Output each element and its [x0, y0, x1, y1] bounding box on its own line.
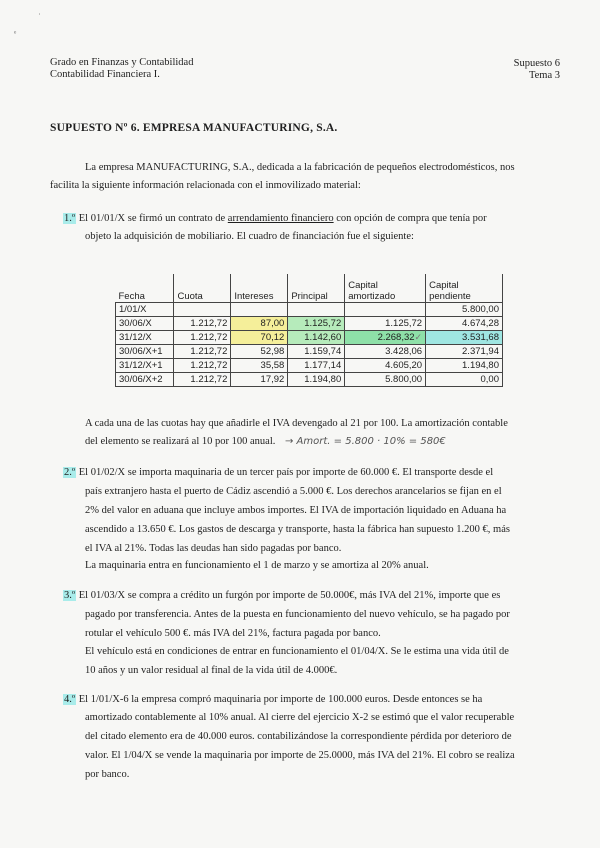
table-row	[116, 302, 503, 316]
financing-table	[115, 274, 503, 387]
item-1-text-a: El 01/01/X se firmó un contrato de	[78, 213, 228, 224]
cell: 1.194,80	[288, 372, 345, 386]
exercise-number: Supuesto 6	[513, 58, 560, 69]
cell: 1/01/X	[116, 302, 174, 316]
item-4-number: 4.º	[64, 694, 76, 705]
table-row	[116, 372, 503, 386]
header-principal: Principal	[288, 274, 345, 302]
item-2-line-6: La maquinaria entra en funcionamiento el 1 de marzo y se amortiza al 20% anual.	[85, 560, 429, 571]
cell-highlighted: 3.531,68	[426, 330, 503, 344]
item-3-line-5: 10 años y un valor residual al final de la vida útil de 4.000€.	[85, 665, 338, 676]
course-name: Grado en Finanzas y Contabilidad	[50, 57, 194, 68]
corner-mark: ˙	[38, 12, 41, 22]
after-table-line-1: A cada una de las cuotas hay que añadirle el IVA devengado al 21 por 100. La amortización contable	[85, 418, 508, 429]
intro-line-1: La empresa MANUFACTURING, S.A., dedicada a la fabricación de pequeños electrodomésticos, nos	[85, 162, 515, 173]
cell: 4.605,20	[345, 358, 426, 372]
cell: 3.428,06	[345, 344, 426, 358]
item-2-line-4: ascendido a 13.650 €. Los gastos de descarga y transporte, hasta la fábrica han supuesto 1.200 €, más	[85, 524, 510, 535]
cell-highlighted: 70,12	[231, 330, 288, 344]
cell: 52,98	[231, 344, 288, 358]
table-row	[116, 330, 503, 344]
item-3-line-1: El 01/03/X se compra a crédito un furgón por importe de 50.000€, más IVA del 21%, importe que es	[78, 590, 501, 601]
item-1-number: 1.º	[64, 213, 76, 224]
cell: 1.125,72	[345, 316, 426, 330]
item-2-line-2: país extranjero hasta el puerto de Cádiz ascendió a 5.000 €. Los derechos arancelarios se fijan en el	[85, 486, 502, 497]
cell: 30/06/X	[116, 316, 174, 330]
item-1	[63, 209, 518, 228]
cell: 1.212,72	[174, 344, 231, 358]
subject-name: Contabilidad Financiera I.	[50, 69, 160, 80]
item-2	[63, 463, 518, 482]
cell: 31/12/X+1	[116, 358, 174, 372]
header-capital-amortizado: Capital amortizado	[345, 274, 426, 302]
cell: 31/12/X	[116, 330, 174, 344]
cell-highlighted: 87,00	[231, 316, 288, 330]
cell: 4.674,28	[426, 316, 503, 330]
cell: 1.194,80	[426, 358, 503, 372]
intro-line-2: facilita la siguiente información relacionada con el inmovilizado material:	[50, 180, 361, 191]
item-4-line-2: amortizado contablemente al 10% anual. Al cierre del ejercicio X-2 se estimó que el valor recuperable	[85, 712, 515, 723]
after-table-line-2: del elemento se realizará al 10 por 100 anual.	[85, 436, 276, 447]
item-3	[63, 586, 518, 605]
cell: 5.800,00	[345, 372, 426, 386]
cell: 2.371,94	[426, 344, 503, 358]
item-2-line-1: El 01/02/X se importa maquinaria de un tercer país por importe de 60.000 €. El transporte desde el	[78, 467, 494, 478]
cell: 35,58	[231, 358, 288, 372]
topic-number: Tema 3	[528, 70, 560, 81]
item-1-underlined: arrendamiento financiero	[227, 213, 334, 224]
table-row	[116, 316, 503, 330]
header-capital-pendiente: Capital pendiente	[426, 274, 503, 302]
cell: 1.159,74	[288, 344, 345, 358]
item-3-line-3: rotular el vehículo 500 €. más IVA del 21%, factura pagada por banco.	[85, 628, 381, 639]
header-fecha: Fecha	[116, 274, 174, 302]
cell-highlighted: 1.125,72	[288, 316, 345, 330]
page-title: SUPUESTO Nº 6. EMPRESA MANUFACTURING, S.A.	[50, 122, 338, 134]
cell: 30/06/X+2	[116, 372, 174, 386]
table-row	[116, 344, 503, 358]
header-intereses: Intereses	[231, 274, 288, 302]
item-4-line-3: del citado elemento era de 40.000 euros. contabilizándose la correspondiente pérdida por deterioro de	[85, 731, 512, 742]
cell: 17,92	[231, 372, 288, 386]
header-cuota: Cuota	[174, 274, 231, 302]
cell: 1.212,72	[174, 330, 231, 344]
item-1-text-b: con opción de compra que tenía por	[333, 213, 487, 224]
table-header-row	[116, 274, 503, 302]
cell: 0,00	[426, 372, 503, 386]
item-4-line-4: valor. El 1/04/X se vende la maquinaria por importe de 25.0000, más IVA del 21%. El cobro se realiza	[85, 750, 515, 761]
corner-mark-2: ᵉ	[14, 28, 17, 38]
cell	[345, 302, 426, 316]
item-2-line-3: 2% del valor en aduana que incluye ambos importes. El IVA de importación liquidado en Aduana ha	[85, 505, 507, 516]
tick-mark: ✓	[414, 331, 423, 342]
cell	[174, 302, 231, 316]
cell: 5.800,00	[426, 302, 503, 316]
cell-highlighted: 1.142,60	[288, 330, 345, 344]
cell-value: 2.268,32	[377, 331, 415, 343]
cell	[231, 302, 288, 316]
cell	[288, 302, 345, 316]
handwritten-note: → Amort. = 5.800 · 10% = 580€	[285, 436, 446, 447]
exercise-header	[490, 58, 560, 82]
item-1-line-2: objeto la adquisición de mobiliario. El cuadro de financiación fue el siguiente:	[85, 231, 414, 242]
cell-highlighted	[345, 330, 426, 344]
cell: 1.212,72	[174, 372, 231, 386]
item-2-number: 2.º	[64, 467, 76, 478]
item-3-line-2: pagado por transferencia. Antes de la puesta en funcionamiento del nuevo vehículo, se ha pagado por	[85, 609, 510, 620]
cell: 1.212,72	[174, 316, 231, 330]
item-3-number: 3.º	[64, 590, 76, 601]
item-2-line-5: el IVA al 21%. Todas las deudas han sido pagadas por banco.	[85, 543, 342, 554]
item-4	[63, 690, 518, 709]
item-4-line-5: por banco.	[85, 769, 130, 780]
cell: 30/06/X+1	[116, 344, 174, 358]
table-row	[116, 358, 503, 372]
item-4-line-1: El 1/01/X-6 la empresa compró maquinaria por importe de 100.000 euros. Desde entonces se ha	[78, 694, 483, 705]
course-header	[50, 57, 193, 81]
cell: 1.177,14	[288, 358, 345, 372]
item-3-line-4: El vehículo está en condiciones de entrar en funcionamiento el 01/04/X. Se le estima una vida útil de	[85, 646, 509, 657]
cell: 1.212,72	[174, 358, 231, 372]
